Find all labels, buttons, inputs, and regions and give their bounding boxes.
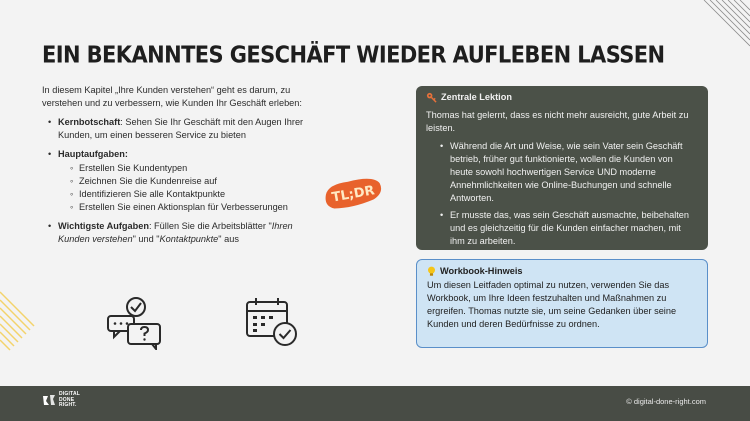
logo-line: DIGITAL (59, 391, 81, 397)
kernbotschaft-text: : Sehen Sie Ihr Geschäft mit den Augen Ihrer Kunden, um einen besseren Service zu bieten (58, 117, 304, 140)
logo-mark-icon (42, 393, 56, 407)
wichtigste-text-1: : Füllen Sie die Arbeitsblätter " (148, 221, 272, 231)
list-item-hauptaufgaben (48, 148, 317, 214)
sublist-item: ◦ Zeichnen Sie die Kundenreise auf (70, 175, 317, 188)
workbook-hint-text: Um diesen Leitfaden optimal zu nutzen, verwenden Sie das Workbook, um Ihre Ideen festzuhalten und Maßnahmen zu ergreifen. Thomas nutzte sie, um seine Gedanken über seine Kunden und deren Bedürfnisse zu ordnen. (427, 280, 677, 329)
kernbotschaft-label: Kernbotschaft (58, 117, 121, 127)
yellow-stripes-decoration (0, 290, 40, 360)
logo-line: DONE (59, 396, 75, 403)
logo-text (59, 392, 80, 409)
chat-question-icon (106, 296, 164, 350)
intro-text: In diesem Kapitel „Ihre Kunden verstehen“ geht es darum, zu verstehen und zu verbessern, wie Kunden Ihr Geschäft erleben: (42, 85, 302, 108)
logo-line: RIGHT. (59, 402, 77, 408)
footer-bar (0, 386, 750, 421)
key-lesson-header (426, 91, 698, 104)
calendar-check-icon (243, 296, 301, 350)
key-lesson-intro: Thomas hat gelernt, dass es nicht mehr ausreicht, gute Arbeit zu leisten. (426, 110, 689, 133)
company-logo (42, 392, 80, 409)
lightbulb-icon (427, 266, 436, 277)
list-item-kernbotschaft (48, 116, 317, 142)
copyright-text: © digital-done-right.com (626, 397, 706, 406)
hauptaufgaben-label: Hauptaufgaben: (58, 149, 128, 159)
hauptaufgaben-sublist (58, 162, 317, 214)
key-lesson-box (416, 86, 708, 250)
wichtigste-text-2: " und " (132, 234, 160, 244)
tldr-sticker (320, 176, 386, 210)
key-lesson-item: • Er musste das, was sein Geschäft ausmachte, beibehalten und es gleichzeitig für die Kunden einfacher machen, mit ihm zu arbeiten. (440, 209, 698, 248)
workbook-hint-box (416, 259, 708, 348)
key-lesson-list (426, 140, 698, 248)
sublist-item: ◦ Identifizieren Sie alle Kontaktpunkte (70, 188, 317, 201)
wichtigste-text-3: " aus (218, 234, 239, 244)
chapter-summary (42, 84, 317, 252)
worksheet-name-1: Ihren Kunden verstehen (58, 221, 293, 244)
worksheet-name-2: Kontaktpunkte (159, 234, 219, 244)
sublist-item: ◦ Erstellen Sie Kundentypen (70, 162, 317, 175)
wichtigste-aufgaben-label: Wichtigste Aufgaben (58, 221, 149, 231)
summary-list (42, 116, 317, 246)
workbook-hint-heading: Workbook-Hinweis (440, 266, 523, 276)
diagonal-lines-decoration (690, 0, 750, 60)
workbook-hint-header (427, 265, 697, 278)
list-item-wichtigste-aufgaben (48, 220, 317, 246)
key-lesson-heading: Zentrale Lektion (441, 92, 512, 102)
page-title: EIN BEKANNTES GESCHÄFT WIEDER AUFLEBEN LASSEN (42, 42, 665, 68)
key-icon (426, 92, 437, 103)
sublist-item: ◦ Erstellen Sie einen Aktionsplan für Verbesserungen (70, 201, 317, 214)
tldr-label: TL;DR (330, 183, 376, 206)
key-lesson-item: • Während die Art und Weise, wie sein Vater sein Geschäft betrieb, früher gut funktionierte, wollen die Kunden von heute sowohl hochwertigen Service UND moderne Annehmlichkeiten wie Online-Buchungen und schnelle Antworten. (440, 140, 698, 205)
